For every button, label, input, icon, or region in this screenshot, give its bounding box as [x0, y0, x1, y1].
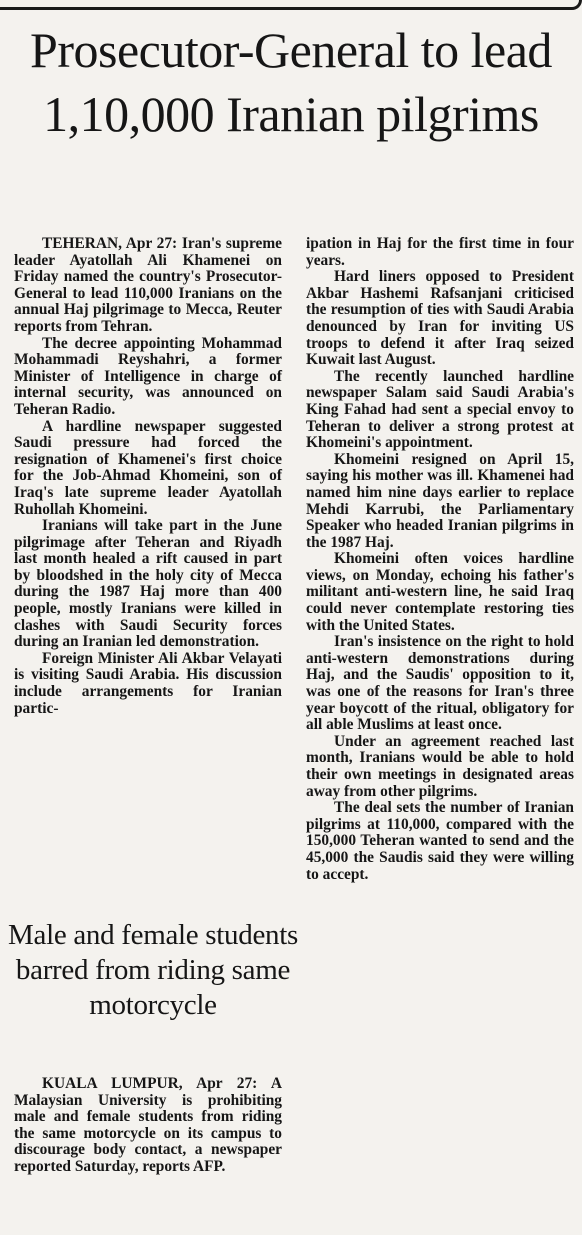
article-paragraph: Iran's insistence on the right to hold anti-western demonstrations during Haj, and the Saudis' opposition to it, was one of the reasons for Iran's three year boycott of the ritual, obligatory for all able Muslims at least once. — [306, 633, 574, 734]
top-border-rule — [0, 0, 582, 10]
article-paragraph: The deal sets the number of Iranian pilgrims at 110,000, compared with the 150,000 Teheran wanted to send and the 45,000 the Saudis said they were willing to accept. — [306, 799, 574, 883]
article-paragraph: Foreign Minister Ali Akbar Velayati is visiting Saudi Arabia. His discussion include arrangements for Iranian partic- — [14, 649, 282, 717]
article-paragraph: Khomeini often voices hardline views, on Monday, echoing his father's militant anti-western line, he said Iraq could never contemplate restoring ties with the United States. — [306, 550, 574, 634]
article-paragraph: Under an agreement reached last month, Iranians would be able to hold their own meetings in designated areas away from other pilgrims. — [306, 732, 574, 800]
article-column-left — [14, 236, 282, 717]
article-paragraph: The decree appointing Mohammad Mohammadi Reyshahri, a former Minister of Intelligence in charge of internal security, was announced on Teheran Radio. — [14, 334, 282, 418]
main-headline: Prosecutor-General to lead 1,10,000 Iranian pilgrims — [30, 22, 552, 142]
article-paragraph: TEHERAN, Apr 27: Iran's supreme leader Ayatollah Ali Khamenei on Friday named the country's Prosecutor- General to lead 110,000 Iranians on the annual Haj pilgrimage to Mecca, Reuter reports from Tehran. — [14, 235, 282, 335]
article-paragraph: KUALA LUMPUR, Apr 27: A Malaysian University is prohibiting male and female students from riding the same motorcycle on its campus to discourage body contact, a newspaper reported Saturday, reports AFP. — [14, 1075, 282, 1175]
article-paragraph: The recently launched hardline newspaper Salam said Saudi Arabia's King Fahad had sent a special envoy to Teheran to deliver a strong protest at Khomeini's appointment. — [306, 367, 574, 452]
article-paragraph: ipation in Haj for the first time in four years. — [306, 235, 574, 269]
article-column-right — [306, 236, 574, 883]
second-article-headline: Male and female students barred from riding same motorcycle — [8, 919, 298, 1021]
article-paragraph: Khomeini resigned on April 15, saying his mother was ill. Khamenei had named him nine days earlier to replace Mehdi Karrubi, the Parliamentary Speaker who headed Iranian pilgrims in the 1987 Haj. — [306, 450, 574, 551]
second-article-body — [14, 1076, 282, 1176]
article-paragraph: Iranians will take part in the June pilgrimage after Teheran and Riyadh last month healed a rift caused in part by bloodshed in the holy city of Mecca during the 1987 Haj more than 400 people, mostly Iranians were killed in clashes with Saudi Security forces during an Iranian led demonstration. — [14, 517, 282, 651]
article-paragraph: Hard liners opposed to President Akbar Hashemi Rafsanjani criticised the resumption of ties with Saudi Arabia denounced by Iran for inviting US troops to defend it after Iraq seized Kuwait last August. — [306, 268, 574, 369]
article-paragraph: A hardline newspaper suggested Saudi pressure had forced the resignation of Khamenei's first choice for the Job-Ahmad Khomeini, son of Iraq's late supreme leader Ayatollah Ruhollah Khomeini. — [14, 417, 282, 518]
